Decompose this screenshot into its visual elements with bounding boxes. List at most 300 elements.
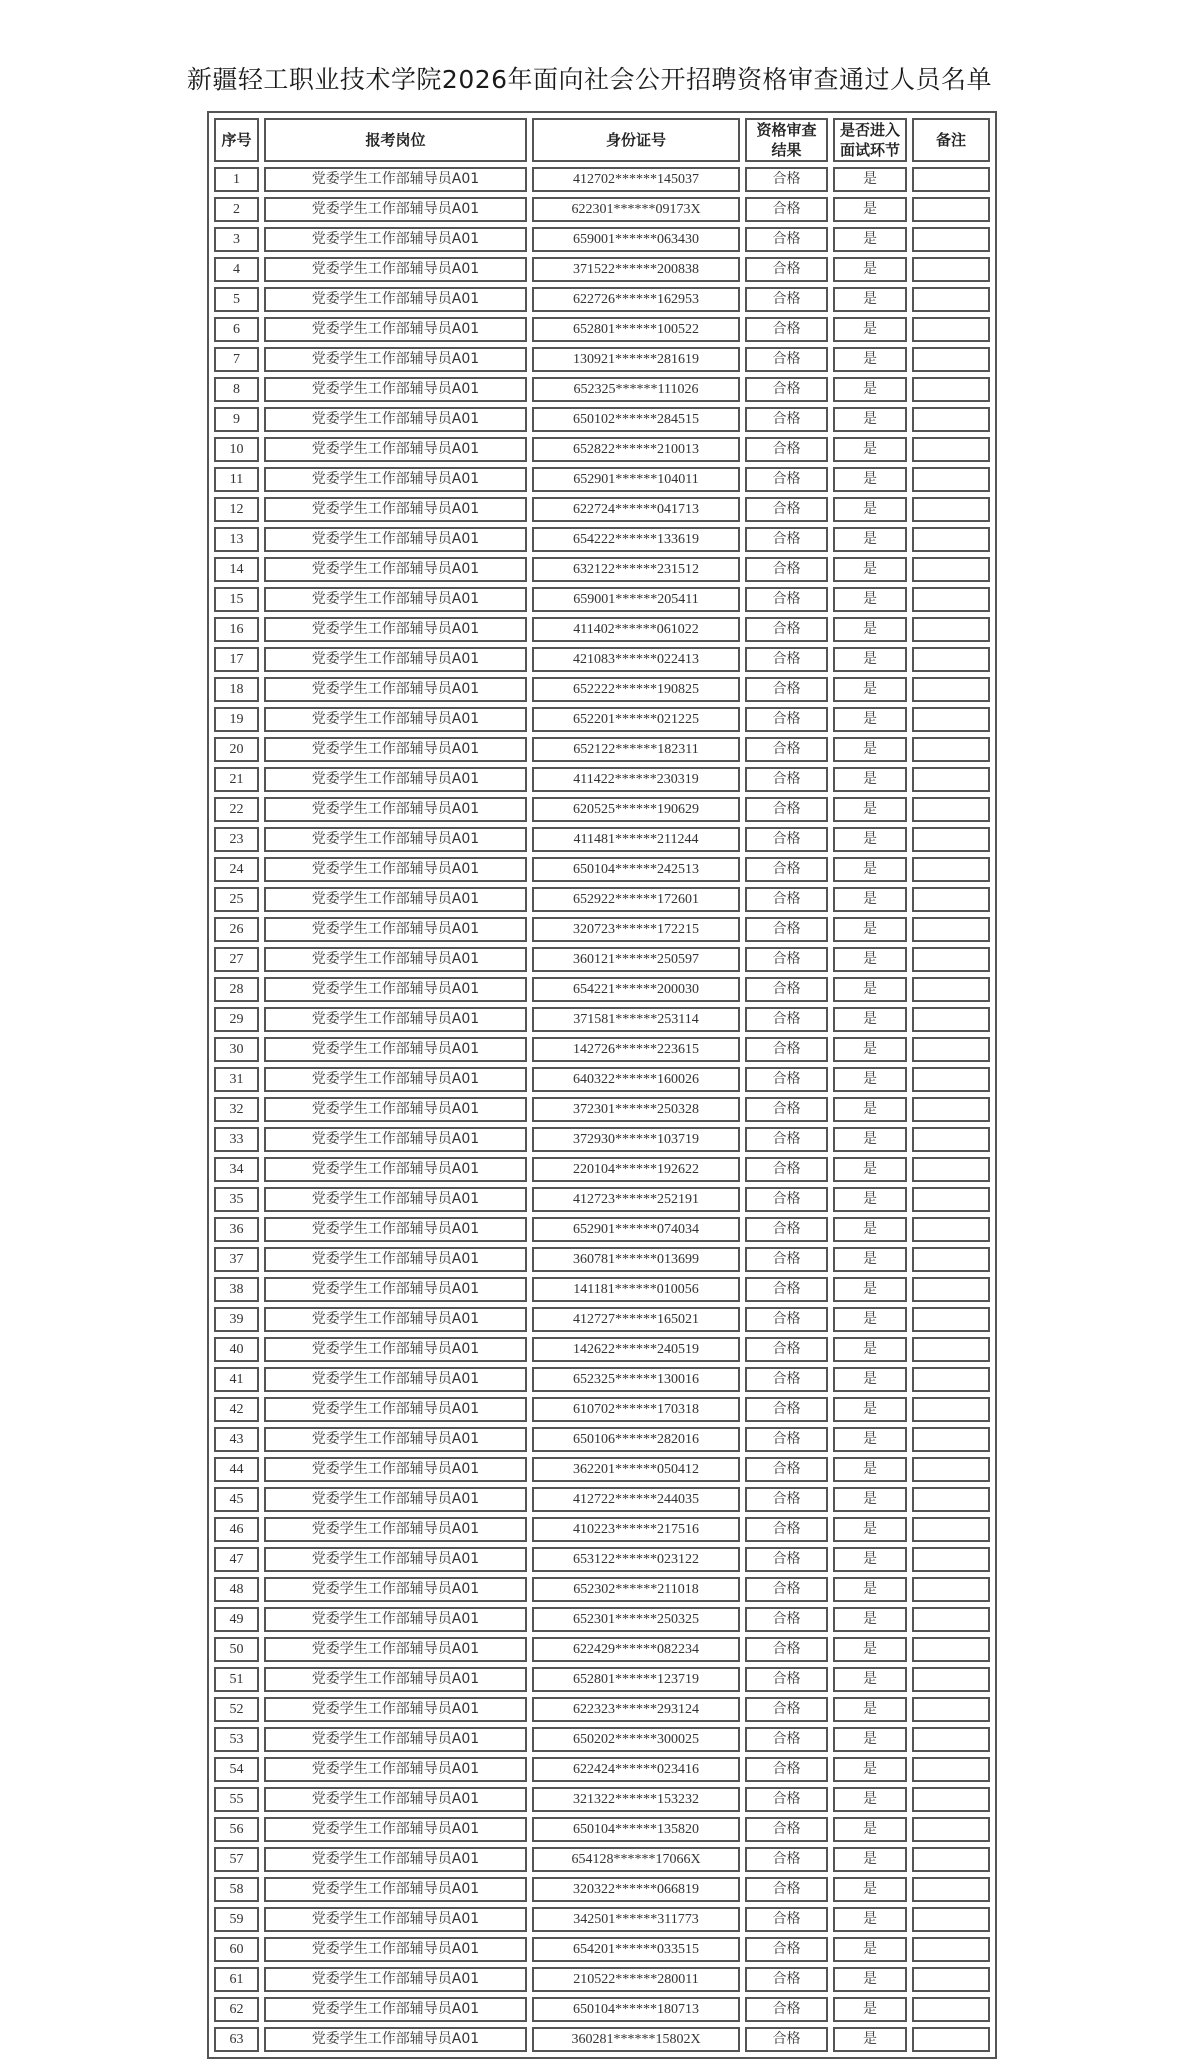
row-review-result: 合格 <box>745 827 828 852</box>
row-interview-flag: 是 <box>833 1337 907 1362</box>
row-review-result: 合格 <box>745 1337 828 1362</box>
table-row <box>214 1847 990 1872</box>
row-id-number: 412702******145037 <box>532 167 740 192</box>
table-row <box>214 317 990 342</box>
table-row <box>214 1397 990 1422</box>
row-position: 党委学生工作部辅导员A01 <box>264 677 527 702</box>
row-position: 党委学生工作部辅导员A01 <box>264 917 527 942</box>
row-number: 39 <box>214 1307 259 1332</box>
table-row <box>214 1877 990 1902</box>
row-remark <box>912 1817 990 1842</box>
row-review-result: 合格 <box>745 617 828 642</box>
row-number: 31 <box>214 1067 259 1092</box>
row-position: 党委学生工作部辅导员A01 <box>264 1697 527 1722</box>
table-body <box>214 167 990 2052</box>
table-row <box>214 1097 990 1122</box>
row-id-number: 421083******022413 <box>532 647 740 672</box>
row-interview-flag: 是 <box>833 737 907 762</box>
row-id-number: 652201******021225 <box>532 707 740 732</box>
row-review-result: 合格 <box>745 1637 828 1662</box>
row-interview-flag: 是 <box>833 1067 907 1092</box>
row-review-result: 合格 <box>745 1367 828 1392</box>
table-row <box>214 1457 990 1482</box>
row-id-number: 210522******280011 <box>532 1967 740 1992</box>
row-number: 11 <box>214 467 259 492</box>
row-position: 党委学生工作部辅导员A01 <box>264 1907 527 1932</box>
row-interview-flag: 是 <box>833 167 907 192</box>
table-row <box>214 1787 990 1812</box>
row-review-result: 合格 <box>745 497 828 522</box>
row-id-number: 622323******293124 <box>532 1697 740 1722</box>
row-number: 30 <box>214 1037 259 1062</box>
row-interview-flag: 是 <box>833 197 907 222</box>
row-id-number: 650202******300025 <box>532 1727 740 1752</box>
row-position: 党委学生工作部辅导员A01 <box>264 1007 527 1032</box>
row-remark <box>912 347 990 372</box>
row-position: 党委学生工作部辅导员A01 <box>264 347 527 372</box>
row-number: 33 <box>214 1127 259 1152</box>
row-id-number: 142726******223615 <box>532 1037 740 1062</box>
table-row <box>214 1997 990 2022</box>
row-review-result: 合格 <box>745 1187 828 1212</box>
row-position: 党委学生工作部辅导员A01 <box>264 1607 527 1632</box>
row-id-number: 412722******244035 <box>532 1487 740 1512</box>
table-row <box>214 767 990 792</box>
row-id-number: 622424******023416 <box>532 1757 740 1782</box>
row-id-number: 362201******050412 <box>532 1457 740 1482</box>
row-interview-flag: 是 <box>833 797 907 822</box>
row-review-result: 合格 <box>745 527 828 552</box>
row-interview-flag: 是 <box>833 947 907 972</box>
row-position: 党委学生工作部辅导员A01 <box>264 737 527 762</box>
row-interview-flag: 是 <box>833 497 907 522</box>
row-remark <box>912 1547 990 1572</box>
row-position: 党委学生工作部辅导员A01 <box>264 1277 527 1302</box>
row-position: 党委学生工作部辅导员A01 <box>264 1877 527 1902</box>
row-number: 19 <box>214 707 259 732</box>
row-id-number: 342501******311773 <box>532 1907 740 1932</box>
row-position: 党委学生工作部辅导员A01 <box>264 977 527 1002</box>
row-number: 14 <box>214 557 259 582</box>
row-remark <box>912 1877 990 1902</box>
row-position: 党委学生工作部辅导员A01 <box>264 1067 527 1092</box>
row-id-number: 411481******211244 <box>532 827 740 852</box>
row-position: 党委学生工作部辅导员A01 <box>264 827 527 852</box>
column-header-remark: 备注 <box>912 118 990 162</box>
row-interview-flag: 是 <box>833 587 907 612</box>
row-remark <box>912 1397 990 1422</box>
table-row <box>214 1577 990 1602</box>
row-remark <box>912 1757 990 1782</box>
row-number: 48 <box>214 1577 259 1602</box>
row-number: 34 <box>214 1157 259 1182</box>
table-row <box>214 257 990 282</box>
row-remark <box>912 1937 990 1962</box>
row-id-number: 652901******104011 <box>532 467 740 492</box>
row-interview-flag: 是 <box>833 767 907 792</box>
table-row <box>214 1637 990 1662</box>
row-number: 56 <box>214 1817 259 1842</box>
row-review-result: 合格 <box>745 647 828 672</box>
row-review-result: 合格 <box>745 557 828 582</box>
row-remark <box>912 1607 990 1632</box>
row-id-number: 622724******041713 <box>532 497 740 522</box>
row-review-result: 合格 <box>745 1577 828 1602</box>
row-position: 党委学生工作部辅导员A01 <box>264 1997 527 2022</box>
candidate-table <box>207 111 997 2059</box>
row-review-result: 合格 <box>745 1427 828 1452</box>
row-number: 62 <box>214 1997 259 2022</box>
row-remark <box>912 1637 990 1662</box>
row-id-number: 652822******210013 <box>532 437 740 462</box>
row-position: 党委学生工作部辅导员A01 <box>264 527 527 552</box>
row-id-number: 650104******242513 <box>532 857 740 882</box>
row-id-number: 652122******182311 <box>532 737 740 762</box>
row-id-number: 411422******230319 <box>532 767 740 792</box>
row-interview-flag: 是 <box>833 707 907 732</box>
row-position: 党委学生工作部辅导员A01 <box>264 767 527 792</box>
row-position: 党委学生工作部辅导员A01 <box>264 167 527 192</box>
row-position: 党委学生工作部辅导员A01 <box>264 257 527 282</box>
row-number: 3 <box>214 227 259 252</box>
row-review-result: 合格 <box>745 1307 828 1332</box>
row-number: 43 <box>214 1427 259 1452</box>
row-remark <box>912 1727 990 1752</box>
row-id-number: 610702******170318 <box>532 1397 740 1422</box>
row-interview-flag: 是 <box>833 1427 907 1452</box>
row-position: 党委学生工作部辅导员A01 <box>264 1517 527 1542</box>
row-number: 26 <box>214 917 259 942</box>
row-id-number: 654201******033515 <box>532 1937 740 1962</box>
row-review-result: 合格 <box>745 377 828 402</box>
table-row <box>214 617 990 642</box>
row-id-number: 410223******217516 <box>532 1517 740 1542</box>
row-remark <box>912 707 990 732</box>
row-position: 党委学生工作部辅导员A01 <box>264 287 527 312</box>
row-number: 23 <box>214 827 259 852</box>
table-row <box>214 917 990 942</box>
row-position: 党委学生工作部辅导员A01 <box>264 1487 527 1512</box>
row-remark <box>912 1307 990 1332</box>
row-interview-flag: 是 <box>833 857 907 882</box>
row-id-number: 652301******250325 <box>532 1607 740 1632</box>
table-row <box>214 1487 990 1512</box>
row-position: 党委学生工作部辅导员A01 <box>264 557 527 582</box>
table-row <box>214 977 990 1002</box>
row-remark <box>912 1517 990 1542</box>
row-position: 党委学生工作部辅导员A01 <box>264 1847 527 1872</box>
row-interview-flag: 是 <box>833 437 907 462</box>
table-row <box>214 1427 990 1452</box>
row-remark <box>912 167 990 192</box>
row-position: 党委学生工作部辅导员A01 <box>264 1787 527 1812</box>
row-interview-flag: 是 <box>833 1367 907 1392</box>
row-remark <box>912 227 990 252</box>
row-interview-flag: 是 <box>833 1007 907 1032</box>
row-review-result: 合格 <box>745 1157 828 1182</box>
row-number: 7 <box>214 347 259 372</box>
table-row <box>214 1547 990 1572</box>
row-interview-flag: 是 <box>833 1517 907 1542</box>
row-id-number: 652325******111026 <box>532 377 740 402</box>
row-id-number: 360121******250597 <box>532 947 740 972</box>
row-number: 46 <box>214 1517 259 1542</box>
row-remark <box>912 1037 990 1062</box>
row-review-result: 合格 <box>745 677 828 702</box>
row-number: 24 <box>214 857 259 882</box>
row-remark <box>912 1577 990 1602</box>
row-review-result: 合格 <box>745 797 828 822</box>
table-row <box>214 1157 990 1182</box>
row-id-number: 320723******172215 <box>532 917 740 942</box>
row-id-number: 412727******165021 <box>532 1307 740 1332</box>
row-interview-flag: 是 <box>833 1157 907 1182</box>
row-number: 37 <box>214 1247 259 1272</box>
row-review-result: 合格 <box>745 437 828 462</box>
row-remark <box>912 467 990 492</box>
row-id-number: 650104******135820 <box>532 1817 740 1842</box>
row-number: 16 <box>214 617 259 642</box>
column-header-no: 序号 <box>214 118 259 162</box>
row-review-result: 合格 <box>745 1277 828 1302</box>
row-number: 61 <box>214 1967 259 1992</box>
row-position: 党委学生工作部辅导员A01 <box>264 587 527 612</box>
row-review-result: 合格 <box>745 1907 828 1932</box>
row-remark <box>912 1277 990 1302</box>
row-remark <box>912 737 990 762</box>
row-interview-flag: 是 <box>833 407 907 432</box>
row-position: 党委学生工作部辅导员A01 <box>264 1427 527 1452</box>
row-interview-flag: 是 <box>833 317 907 342</box>
row-number: 32 <box>214 1097 259 1122</box>
table-row <box>214 1037 990 1062</box>
row-remark <box>912 977 990 1002</box>
row-review-result: 合格 <box>745 1817 828 1842</box>
row-review-result: 合格 <box>745 1007 828 1032</box>
row-id-number: 654222******133619 <box>532 527 740 552</box>
table-row <box>214 1367 990 1392</box>
row-interview-flag: 是 <box>833 1877 907 1902</box>
row-review-result: 合格 <box>745 767 828 792</box>
row-interview-flag: 是 <box>833 1937 907 1962</box>
row-id-number: 652222******190825 <box>532 677 740 702</box>
table-row <box>214 1127 990 1152</box>
column-header-position: 报考岗位 <box>264 118 527 162</box>
table-row <box>214 1817 990 1842</box>
row-number: 25 <box>214 887 259 912</box>
table-row <box>214 1307 990 1332</box>
row-remark <box>912 1847 990 1872</box>
row-review-result: 合格 <box>745 1847 828 1872</box>
row-id-number: 632122******231512 <box>532 557 740 582</box>
row-review-result: 合格 <box>745 1517 828 1542</box>
row-number: 17 <box>214 647 259 672</box>
row-number: 50 <box>214 1637 259 1662</box>
row-id-number: 372930******103719 <box>532 1127 740 1152</box>
table-row <box>214 377 990 402</box>
row-remark <box>912 1007 990 1032</box>
row-interview-flag: 是 <box>833 557 907 582</box>
row-number: 21 <box>214 767 259 792</box>
row-interview-flag: 是 <box>833 1247 907 1272</box>
row-id-number: 652922******172601 <box>532 887 740 912</box>
header-row <box>214 118 990 162</box>
row-number: 45 <box>214 1487 259 1512</box>
row-review-result: 合格 <box>745 1667 828 1692</box>
row-interview-flag: 是 <box>833 1727 907 1752</box>
row-remark <box>912 1907 990 1932</box>
row-review-result: 合格 <box>745 467 828 492</box>
column-header-interview: 是否进入面试环节 <box>833 118 907 162</box>
table-row <box>214 227 990 252</box>
row-remark <box>912 1457 990 1482</box>
row-remark <box>912 1097 990 1122</box>
row-remark <box>912 497 990 522</box>
row-position: 党委学生工作部辅导员A01 <box>264 1397 527 1422</box>
table-row <box>214 737 990 762</box>
table-row <box>214 1337 990 1362</box>
row-review-result: 合格 <box>745 2027 828 2052</box>
row-id-number: 360281******15802X <box>532 2027 740 2052</box>
row-id-number: 654221******200030 <box>532 977 740 1002</box>
row-review-result: 合格 <box>745 1487 828 1512</box>
row-interview-flag: 是 <box>833 2027 907 2052</box>
table-row <box>214 557 990 582</box>
row-position: 党委学生工作部辅导员A01 <box>264 1727 527 1752</box>
column-header-id: 身份证号 <box>532 118 740 162</box>
row-position: 党委学生工作部辅导员A01 <box>264 1967 527 1992</box>
row-number: 12 <box>214 497 259 522</box>
row-number: 42 <box>214 1397 259 1422</box>
row-remark <box>912 857 990 882</box>
row-review-result: 合格 <box>745 1877 828 1902</box>
row-id-number: 622726******162953 <box>532 287 740 312</box>
row-remark <box>912 827 990 852</box>
row-interview-flag: 是 <box>833 977 907 1002</box>
table-row <box>214 1187 990 1212</box>
table-row <box>214 1697 990 1722</box>
row-id-number: 320322******066819 <box>532 1877 740 1902</box>
row-remark <box>912 1997 990 2022</box>
row-number: 52 <box>214 1697 259 1722</box>
table-row <box>214 407 990 432</box>
table-row <box>214 1667 990 1692</box>
table-row <box>214 437 990 462</box>
row-position: 党委学生工作部辅导员A01 <box>264 617 527 642</box>
row-position: 党委学生工作部辅导员A01 <box>264 377 527 402</box>
row-interview-flag: 是 <box>833 1457 907 1482</box>
row-remark <box>912 647 990 672</box>
table-row <box>214 1967 990 1992</box>
row-position: 党委学生工作部辅导员A01 <box>264 1367 527 1392</box>
row-review-result: 合格 <box>745 1067 828 1092</box>
row-number: 18 <box>214 677 259 702</box>
table-row <box>214 1607 990 1632</box>
table-row <box>214 497 990 522</box>
row-interview-flag: 是 <box>833 1607 907 1632</box>
row-position: 党委学生工作部辅导员A01 <box>264 437 527 462</box>
row-remark <box>912 1127 990 1152</box>
row-id-number: 360781******013699 <box>532 1247 740 1272</box>
row-position: 党委学生工作部辅导员A01 <box>264 497 527 522</box>
row-number: 27 <box>214 947 259 972</box>
row-position: 党委学生工作部辅导员A01 <box>264 1247 527 1272</box>
row-number: 40 <box>214 1337 259 1362</box>
row-position: 党委学生工作部辅导员A01 <box>264 317 527 342</box>
row-remark <box>912 677 990 702</box>
row-interview-flag: 是 <box>833 1667 907 1692</box>
row-id-number: 650102******284515 <box>532 407 740 432</box>
row-review-result: 合格 <box>745 257 828 282</box>
row-review-result: 合格 <box>745 1607 828 1632</box>
row-review-result: 合格 <box>745 1937 828 1962</box>
row-number: 51 <box>214 1667 259 1692</box>
row-interview-flag: 是 <box>833 227 907 252</box>
row-remark <box>912 1217 990 1242</box>
table-row <box>214 947 990 972</box>
row-review-result: 合格 <box>745 197 828 222</box>
row-position: 党委学生工作部辅导员A01 <box>264 1457 527 1482</box>
row-number: 41 <box>214 1367 259 1392</box>
row-interview-flag: 是 <box>833 1637 907 1662</box>
row-remark <box>912 1487 990 1512</box>
row-interview-flag: 是 <box>833 887 907 912</box>
row-number: 38 <box>214 1277 259 1302</box>
row-position: 党委学生工作部辅导员A01 <box>264 1337 527 1362</box>
row-remark <box>912 557 990 582</box>
table-row <box>214 707 990 732</box>
row-review-result: 合格 <box>745 1457 828 1482</box>
table-row <box>214 1937 990 1962</box>
table-row <box>214 677 990 702</box>
table-row <box>214 1757 990 1782</box>
row-remark <box>912 1667 990 1692</box>
row-interview-flag: 是 <box>833 1097 907 1122</box>
row-id-number: 371581******253114 <box>532 1007 740 1032</box>
row-position: 党委学生工作部辅导员A01 <box>264 797 527 822</box>
row-interview-flag: 是 <box>833 1187 907 1212</box>
row-review-result: 合格 <box>745 1697 828 1722</box>
table-row <box>214 347 990 372</box>
row-number: 54 <box>214 1757 259 1782</box>
row-position: 党委学生工作部辅导员A01 <box>264 707 527 732</box>
table-row <box>214 287 990 312</box>
row-position: 党委学生工作部辅导员A01 <box>264 887 527 912</box>
row-number: 10 <box>214 437 259 462</box>
row-review-result: 合格 <box>745 167 828 192</box>
row-id-number: 620525******190629 <box>532 797 740 822</box>
row-remark <box>912 1247 990 1272</box>
row-position: 党委学生工作部辅导员A01 <box>264 227 527 252</box>
row-interview-flag: 是 <box>833 377 907 402</box>
row-id-number: 653122******023122 <box>532 1547 740 1572</box>
row-number: 6 <box>214 317 259 342</box>
row-id-number: 411402******061022 <box>532 617 740 642</box>
row-review-result: 合格 <box>745 1547 828 1572</box>
row-id-number: 220104******192622 <box>532 1157 740 1182</box>
row-number: 9 <box>214 407 259 432</box>
row-remark <box>912 527 990 552</box>
row-interview-flag: 是 <box>833 1397 907 1422</box>
row-position: 党委学生工作部辅导员A01 <box>264 197 527 222</box>
row-id-number: 640322******160026 <box>532 1067 740 1092</box>
row-number: 47 <box>214 1547 259 1572</box>
document-title: 新疆轻工职业技术学院2026年面向社会公开招聘资格审查通过人员名单 <box>186 65 993 94</box>
row-interview-flag: 是 <box>833 1997 907 2022</box>
row-number: 59 <box>214 1907 259 1932</box>
row-number: 5 <box>214 287 259 312</box>
row-position: 党委学生工作部辅导员A01 <box>264 1187 527 1212</box>
